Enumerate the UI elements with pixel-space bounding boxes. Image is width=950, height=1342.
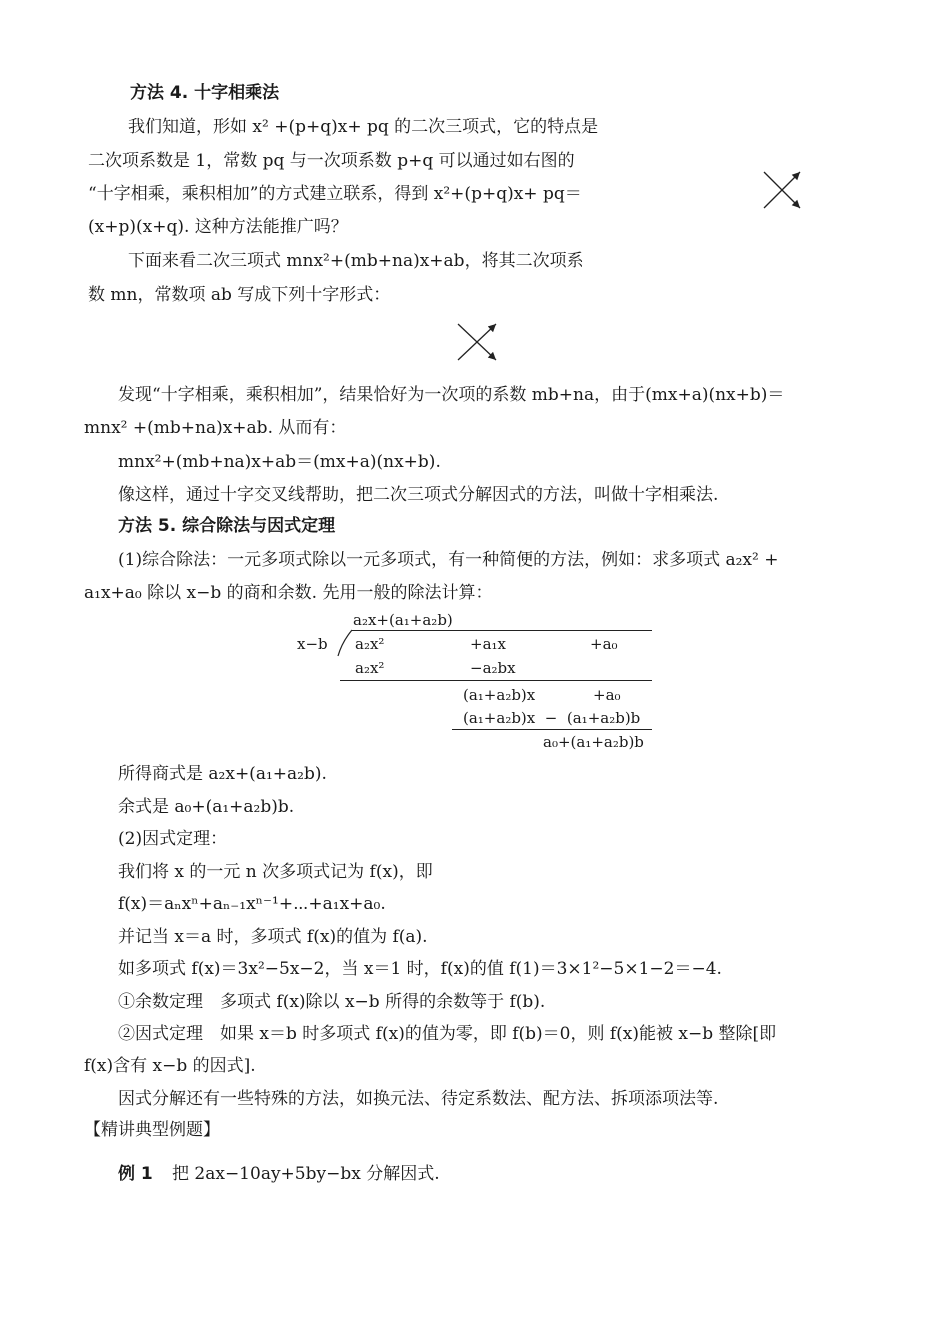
factor-theorem: ②因式定理 如果 x＝b 时多项式 f(x)的值为零，即 f(b)＝0，则 f(x)能被 x−b 整除[即 (118, 1024, 777, 1044)
paragraph-line: 并记当 x＝a 时，多项式 f(x)的值为 f(a). (118, 927, 428, 947)
paragraph-line: “十字相乘，乘积相加”的方式建立联系，得到 x²+(p+q)x+ pq＝ (88, 184, 582, 204)
example-label: 例 1 (118, 1164, 153, 1184)
formula-line: f(x)＝aₙxⁿ+aₙ₋₁xⁿ⁻¹+⋯+a₁x+a₀. (118, 894, 386, 914)
paragraph-line: mnx² +(mb+na)x+ab. 从而有： (84, 418, 347, 438)
division-cell: +a₁x (470, 635, 506, 653)
division-cell: a₂x² (355, 635, 385, 653)
division-cell: +a₀ (590, 635, 618, 653)
paragraph-line: 所得商式是 a₂x+(a₁+a₂b). (118, 764, 327, 784)
division-bracket (336, 628, 356, 658)
division-cell: −a₂bx (470, 659, 516, 677)
division-cell: a₂x² (355, 659, 385, 677)
cross-diagram-pq (740, 150, 880, 260)
paragraph-line: 我们知道，形如 x² +(p+q)x+ pq 的二次三项式，它的特点是 (128, 117, 599, 137)
paragraph-line: (1)综合除法：一元多项式除以一元多项式，有一种简便的方法，例如：求多项式 a₂x² + (118, 550, 779, 570)
division-divisor: x−b (297, 635, 328, 653)
example-text: 把 2ax−10ay+5by−bx 分解因式. (172, 1164, 440, 1184)
method5-heading: 方法 5. 综合除法与因式定理 (118, 516, 336, 536)
division-bar (352, 630, 652, 631)
section-title: 【精讲典型例题】 (84, 1120, 220, 1140)
paragraph-line: 下面来看二次三项式 mnx²+(mb+na)x+ab，将其二次项系 (128, 251, 584, 271)
division-quotient: a₂x+(a₁+a₂b) (353, 611, 453, 629)
division-cell: (a₁+a₂b)x (463, 686, 536, 704)
method4-heading: 方法 4. 十字相乘法 (130, 83, 280, 103)
paragraph-line: 数 mn，常数项 ab 写成下列十字形式： (88, 285, 391, 305)
division-cell: (a₁+a₂b)x − (a₁+a₂b)b (463, 709, 641, 727)
paragraph-line: 因式分解还有一些特殊的方法，如换元法、待定系数法、配方法、拆项添项法等. (118, 1089, 719, 1109)
paragraph-line: 发现“十字相乘，乘积相加”，结果恰好为一次项的系数 mb+na，由于(mx+a)(nx+b)＝ (118, 385, 785, 405)
division-rule (340, 680, 652, 681)
paragraph-line: a₁x+a₀ 除以 x−b 的商和余数. 先用一般的除法计算： (84, 583, 493, 603)
paragraph-line: f(x)含有 x−b 的因式]. (84, 1056, 256, 1076)
paragraph-line: (2)因式定理： (118, 829, 228, 849)
division-cell: +a₀ (593, 686, 621, 704)
paragraph-line: 如多项式 f(x)＝3x²−5x−2，当 x＝1 时，f(x)的值 f(1)＝3×1²−5×1−2＝−4. (118, 959, 722, 979)
division-remainder: a₀+(a₁+a₂b)b (543, 733, 644, 751)
remainder-theorem: ①余数定理 多项式 f(x)除以 x−b 所得的余数等于 f(b). (118, 992, 546, 1012)
paragraph-line: (x+p)(x+q). 这种方法能推广吗？ (88, 217, 348, 237)
paragraph-line: 我们将 x 的一元 n 次多项式记为 f(x)，即 (118, 862, 433, 882)
paragraph-line: 余式是 a₀+(a₁+a₂b)b. (118, 797, 295, 817)
paragraph-line: 像这样，通过十字交叉线帮助，把二次三项式分解因式的方法，叫做十字相乘法. (118, 485, 719, 505)
paragraph-line: 二次项系数是 1，常数 pq 与一次项系数 p+q 可以通过如右图的 (88, 151, 575, 171)
formula-line: mnx²+(mb+na)x+ab＝(mx+a)(nx+b). (118, 452, 441, 472)
cross-diagram-mn (436, 308, 536, 374)
